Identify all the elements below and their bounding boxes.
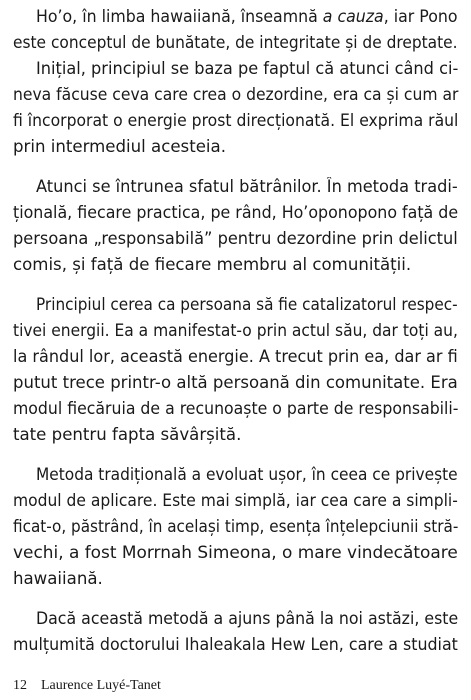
italic-text: a cauza <box>322 7 384 26</box>
text-line: este conceptul de bunătate, de integritate și de dreptate. <box>13 33 458 52</box>
text-segment: , iar Pono <box>383 7 458 26</box>
page-footer <box>13 676 161 696</box>
text-line: neva făcuse ceva care crea o dezordine, era ca și cum ar <box>13 85 459 104</box>
text-line: țională, fiecare practica, pe rând, Ho’oponopono față de <box>13 203 459 222</box>
text-line: Metoda tradițională a evoluat ușor, în ceea ce privește <box>36 465 458 484</box>
text-line: vechi, a fost Morrnah Simeona, o mare vindecătoare <box>13 543 458 562</box>
text-line: Atunci se întrunea sfatul bătrânilor. În metoda tradi- <box>36 177 458 196</box>
text-line: Dacă această metodă a ajuns până la noi astăzi, este <box>36 609 459 628</box>
text-line: Inițial, principiul se baza pe faptul că atunci când ci- <box>36 59 459 78</box>
text-line: modul de aplicare. Este mai simplă, iar cea care a simpli- <box>13 491 458 510</box>
text-line: hawaiiană. <box>13 569 103 588</box>
text-line: ficat-o, păstrând, în același timp, esența înțelepciunii stră- <box>13 517 459 536</box>
text-line: modul fiecăruia de a recunoaște o parte de responsabili- <box>13 399 459 418</box>
text-line: fi încorporat o energie prost direcționată. El exprima răul <box>13 111 459 130</box>
text-line: tivei energii. Ea a manifestat-o prin actul său, dar toți au, <box>13 321 458 340</box>
page-number: 12 <box>13 678 27 693</box>
text-line: la rândul lor, această energie. A trecut prin ea, dar ar fi <box>13 347 458 366</box>
text-line <box>36 4 458 30</box>
text-line: persoana „responsabilă” pentru dezordine prin delictul <box>13 229 458 248</box>
text-segment: Ho’o, în limba hawaiiană, înseamnă <box>36 7 323 26</box>
text-line: putut trece printr-o altă persoană din comunitate. Era <box>13 373 458 392</box>
text-line: tate pentru fapta săvârșită. <box>13 425 242 444</box>
text-line: mulțumită doctorului Ihaleakala Hew Len, care a studiat <box>13 635 458 654</box>
running-author: Laurence Luyé-Tanet <box>41 678 161 693</box>
text-line: Principiul cerea ca persoana să fie catalizatorul respec- <box>36 295 458 314</box>
text-line: comis, și față de fiecare membru al comunității. <box>13 255 412 274</box>
text-line: prin intermediul acesteia. <box>13 137 226 156</box>
